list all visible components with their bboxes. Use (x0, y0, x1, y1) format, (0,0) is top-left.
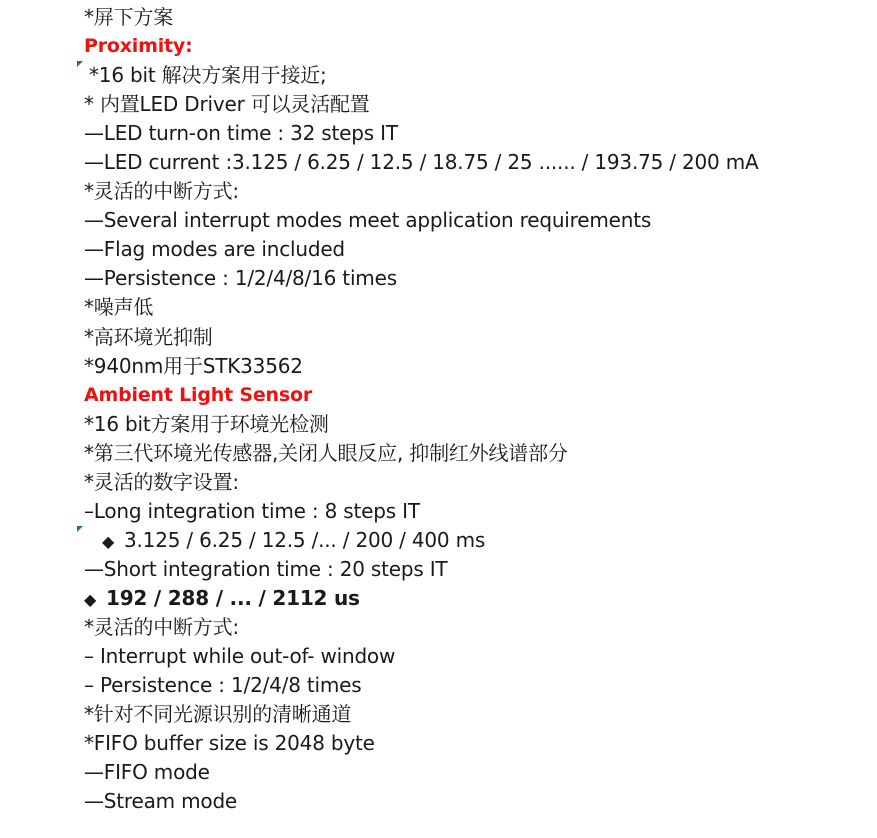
comment-marker-icon (77, 61, 83, 67)
line-text: *灵活的数字设置: (84, 469, 239, 494)
line-text: *灵活的中断方式: (84, 179, 239, 204)
line-long-integration (84, 497, 864, 526)
line-third-gen-als (84, 439, 864, 468)
line-stream-mode (84, 787, 864, 816)
line-text: —Stream mode (84, 789, 238, 814)
line-text: – Persistence : 1/2/4/8 times (84, 673, 362, 698)
line-text: *940nm用于STK33562 (84, 353, 303, 378)
line-text: —LED turn-on time : 32 steps IT (84, 121, 398, 146)
heading-ambient-light-sensor (84, 381, 864, 410)
line-led-driver (84, 90, 864, 119)
line-text: –Long integration time : 8 steps IT (84, 498, 420, 523)
line-text: *灵活的中断方式: (84, 614, 239, 639)
line-interrupt-modes (84, 206, 864, 235)
line-text: 3.125 / 6.25 / 12.5 /... / 200 / 400 ms (124, 527, 486, 552)
line-text: * 内置LED Driver 可以灵活配置 (84, 92, 370, 117)
line-digital-settings (84, 468, 864, 497)
comment-marker-icon (77, 526, 83, 532)
heading-proximity (84, 32, 864, 61)
line-led-current (84, 148, 864, 177)
heading-text: Proximity: (84, 35, 193, 58)
document-body (84, 3, 864, 816)
line-ambient-rejection (84, 323, 864, 352)
line-fifo-buffer (84, 729, 864, 758)
line-text: —Several interrupt modes meet application requirements (84, 208, 652, 233)
line-text: *FIFO buffer size is 2048 byte (84, 731, 375, 756)
line-interrupt-method (84, 177, 864, 206)
line-interrupt-method-als (84, 613, 864, 642)
line-clear-channel (84, 700, 864, 729)
line-text: —Short integration time : 20 steps IT (84, 556, 448, 581)
line-flag-modes (84, 235, 864, 264)
heading-text: Ambient Light Sensor (84, 383, 312, 406)
line-text: *高环境光抑制 (84, 324, 213, 349)
line-long-integration-values (84, 526, 864, 555)
line-low-noise (84, 293, 864, 322)
line-fifo-mode (84, 758, 864, 787)
diamond-bullet-icon: ◆ (84, 589, 97, 609)
line-text: *噪声低 (84, 295, 154, 320)
line-text: *针对不同光源识别的清晰通道 (84, 702, 352, 727)
line-text: *16 bit方案用于环境光检测 (84, 411, 329, 436)
line-persistence (84, 264, 864, 293)
line-under-screen-solution (84, 3, 864, 32)
line-text: —Flag modes are included (84, 237, 345, 262)
line-persistence-als (84, 671, 864, 700)
line-text: – Interrupt while out-of- window (84, 644, 396, 669)
line-interrupt-window (84, 642, 864, 671)
diamond-bullet-icon: ◆ (102, 531, 115, 551)
line-led-turn-on-time (84, 119, 864, 148)
line-short-integration-values (84, 584, 864, 613)
line-16bit-proximity (84, 61, 864, 90)
line-940nm (84, 352, 864, 381)
line-16bit-als (84, 410, 864, 439)
line-text: —LED current :3.125 / 6.25 / 12.5 / 18.75 / 25 ...... / 193.75 / 200 mA (84, 150, 759, 175)
line-text: 192 / 288 / ... / 2112 us (106, 585, 360, 610)
line-text: *第三代环境光传感器,关闭人眼反应, 抑制红外线谱部分 (84, 440, 568, 465)
line-text: —FIFO mode (84, 760, 210, 785)
line-text: —Persistence : 1/2/4/8/16 times (84, 266, 397, 291)
line-short-integration (84, 555, 864, 584)
line-text: *屏下方案 (84, 5, 173, 29)
line-text: *16 bit 解决方案用于接近; (89, 63, 327, 88)
